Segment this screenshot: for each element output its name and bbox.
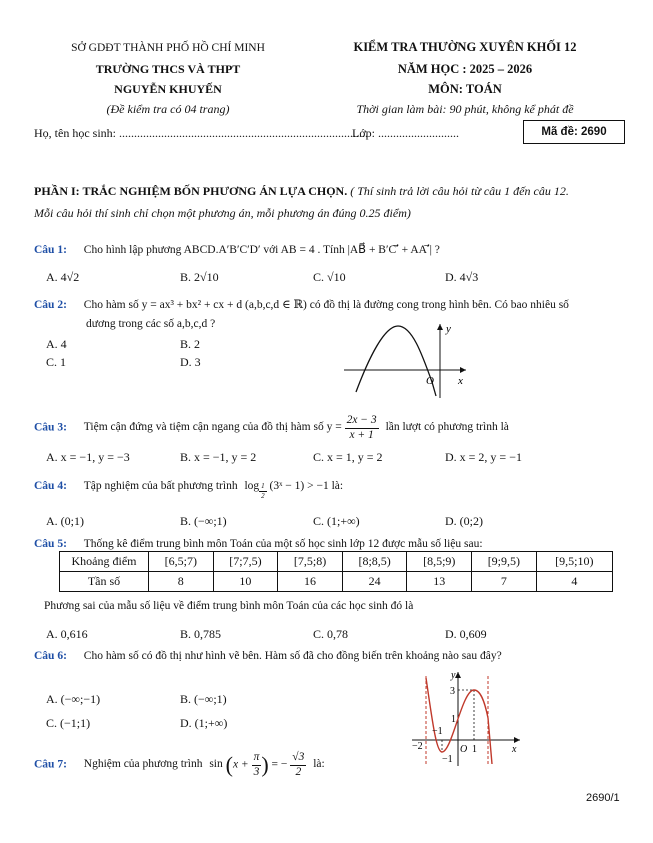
- q7-label: Câu 7:: [34, 758, 67, 771]
- exam-subject: MÔN: TOÁN: [428, 82, 502, 96]
- q6-text: Cho hàm số có đồ thị như hình vẽ bên. Hàm số đã cho đồng biến trên khoảng nào sau đây?: [83, 650, 502, 662]
- q2-line2: dương trong các số a,b,c,d ?: [86, 318, 216, 330]
- q3-text-after: lần lượt có phương trình là: [385, 421, 509, 434]
- q6-graph: [408, 668, 524, 768]
- header-school2: NGUYỄN KHUYẾN: [114, 82, 222, 96]
- q6-y-label: y: [451, 670, 456, 681]
- page-number: 2690/1: [586, 792, 620, 804]
- q3-text-before: Tiệm cận đứng và tiệm cận ngang của đồ thị hàm số y =: [83, 421, 342, 434]
- q5-frequency-table: [59, 551, 613, 592]
- q5-interval-3: [7,5;8): [278, 552, 343, 572]
- q5-interval-5: [8,5;9): [407, 552, 472, 572]
- q4-log-base-den: 2: [261, 492, 265, 500]
- q4-stem: [34, 480, 343, 500]
- q6-tick-x-neg1: −1: [432, 726, 443, 737]
- q3-frac-den: x + 1: [349, 428, 374, 441]
- q4-option-d[interactable]: D. (0;2): [445, 514, 483, 528]
- q3-option-b[interactable]: B. x = −1, y = 2: [180, 450, 257, 464]
- q2-y-arrow: [437, 324, 443, 330]
- q7-pi-fraction: [252, 752, 262, 778]
- q3-fraction: [345, 415, 379, 441]
- q5-interval-2: [7;7,5): [213, 552, 278, 572]
- q2-label: Câu 2:: [34, 299, 67, 311]
- q6-tick-x-1: 1: [472, 744, 477, 755]
- q5-label: Câu 5:: [34, 538, 67, 550]
- header-school1: TRƯỜNG THCS VÀ THPT: [95, 62, 241, 76]
- q6-tick-neg2: −2: [412, 741, 423, 752]
- q4-text-before: Tập nghiệm của bất phương trình: [83, 480, 238, 492]
- q7-sqrt-fraction: [290, 752, 306, 778]
- q4-log: log $\frac{1}{2}$: [244, 480, 265, 500]
- q6-option-a[interactable]: A. (−∞;−1): [46, 692, 101, 706]
- q4-option-c[interactable]: C. (1;+∞): [313, 514, 360, 528]
- q1-option-c[interactable]: C. √10: [313, 270, 346, 284]
- q6-y-arrow: [455, 672, 461, 678]
- exam-year: NĂM HỌC : 2025 – 2026: [397, 62, 533, 76]
- table-row: [60, 572, 613, 592]
- q4-log-base-num: 1: [261, 482, 265, 490]
- q2-curve: [356, 326, 436, 396]
- q5-freq-3: 16: [278, 572, 343, 592]
- q2-option-a[interactable]: A. 4: [46, 337, 67, 351]
- q6-origin-label: O: [460, 744, 468, 755]
- q5-freq-5: 13: [407, 572, 472, 592]
- q2-option-b[interactable]: B. 2: [180, 337, 201, 351]
- q5-option-b[interactable]: B. 0,785: [180, 627, 222, 641]
- q5-text: Thống kê điểm trung bình môn Toán của một số học sinh lớp 12 được mẫu số liệu sau:: [83, 538, 483, 550]
- q5-freq-6: 7: [472, 572, 537, 592]
- q2-x-label: x: [458, 375, 463, 387]
- q3-option-d[interactable]: D. x = 2, y = −1: [445, 450, 522, 464]
- q6-option-d[interactable]: D. (1;+∞): [180, 716, 228, 730]
- q7-text-before: Nghiệm của phương trình: [83, 758, 203, 771]
- q4-option-b[interactable]: B. (−∞;1): [180, 514, 227, 528]
- q1-option-a[interactable]: A. 4√2: [46, 270, 80, 284]
- q5-interval-1: [6,5;7): [149, 552, 214, 572]
- q7-stem: Câu 7: Nghiệm của phương trình sin (x + $\frac{\pi}{3}$ ) = − $\frac{√3}{2}$ là:: [34, 751, 325, 778]
- exam-time-note: Thời gian làm bài: 90 phút, không kể phát đề: [356, 102, 574, 116]
- q3-frac-num: 2x − 3: [345, 415, 379, 429]
- q1-option-b[interactable]: B. 2√10: [180, 270, 219, 284]
- q7-sin: sin: [209, 758, 223, 771]
- q3-label: Câu 3:: [34, 421, 67, 434]
- header-pages-note: (Đề kiểm tra có 04 trang): [106, 102, 230, 116]
- q6-label: Câu 6:: [34, 650, 67, 662]
- q6-curve: [426, 678, 492, 764]
- student-class-field: Lớp: ...........................: [352, 126, 460, 140]
- q2-y-label: y: [446, 323, 451, 335]
- exam-code: Mã đề: 2690: [541, 126, 607, 138]
- student-name-field: Họ, tên học sinh: ...................................................................................: [34, 126, 368, 140]
- q5-freq-2: 10: [213, 572, 278, 592]
- q2-stem: [34, 297, 569, 311]
- q4-option-a[interactable]: A. (0;1): [46, 514, 84, 528]
- q2-x-arrow: [460, 367, 466, 373]
- q5-option-a[interactable]: A. 0,616: [46, 627, 88, 641]
- q2-graph: [340, 320, 470, 400]
- q5-option-c[interactable]: C. 0,78: [313, 627, 349, 641]
- q7-sqrt-num: √3: [290, 752, 306, 766]
- q2-origin-label: O: [426, 375, 434, 387]
- q6-x-arrow: [514, 737, 520, 743]
- q6-option-c[interactable]: C. (−1;1): [46, 716, 91, 730]
- q6-stem: [34, 650, 502, 662]
- q4-label: Câu 4:: [34, 480, 67, 492]
- q2-line1: Cho hàm số y = ax³ + bx² + cx + d (a,b,c,d ∈ ℝ) có đồ thị là đường cong trong hình bên. Có bao nhiêu số: [83, 299, 569, 311]
- q2-option-d[interactable]: D. 3: [180, 355, 201, 369]
- q5-stem: [34, 538, 483, 550]
- q1-label: Câu 1:: [34, 244, 67, 256]
- q6-tick-3: 3: [450, 686, 455, 697]
- q1-option-d[interactable]: D. 4√3: [445, 270, 479, 284]
- q5-freq-1: 8: [149, 572, 214, 592]
- q6-tick-neg1-y: −1: [442, 754, 453, 765]
- q1-text: Cho hình lập phương ABCD.A′B′C′D′ với AB = 4 . Tính |AB⃗ + B′C′⃗ + AA′⃗| ?: [83, 244, 440, 256]
- q4-expr: (3ˣ − 1) > −1 là:: [269, 480, 344, 492]
- q5-row2-header: Tần số: [60, 572, 149, 592]
- q6-tick-1: 1: [451, 714, 456, 725]
- q5-interval-4: [8;8,5): [342, 552, 407, 572]
- exam-title: KIỂM TRA THƯỜNG XUYÊN KHỐI 12: [353, 40, 577, 54]
- q5-question: Phương sai của mẫu số liệu về điểm trung bình môn Toán của các học sinh đó là: [44, 600, 414, 612]
- exam-code-box: [523, 120, 625, 144]
- q1-stem: [34, 242, 440, 256]
- q3-stem: [34, 415, 509, 441]
- q2-option-c[interactable]: C. 1: [46, 355, 67, 369]
- q5-freq-4: 24: [342, 572, 407, 592]
- q3-option-c[interactable]: C. x = 1, y = 2: [313, 450, 383, 464]
- part1-instruction2: Mỗi câu hỏi thí sinh chỉ chọn một phương án, mỗi phương án đúng 0.25 điểm): [34, 206, 411, 220]
- q6-x-label: x: [512, 744, 517, 755]
- q5-interval-6: [9;9,5): [472, 552, 537, 572]
- part1-instruction1: ( Thí sinh trả lời câu hỏi từ câu 1 đến câu 12.: [350, 184, 569, 198]
- table-row: [60, 552, 613, 572]
- q7-pi-num: π: [252, 752, 262, 766]
- q7-sqrt-den: 2: [295, 765, 302, 778]
- q3-option-a[interactable]: A. x = −1, y = −3: [46, 450, 130, 464]
- header-dept: SỞ GDĐT THÀNH PHỐ HỒ CHÍ MINH: [71, 42, 265, 54]
- part1-title: PHẦN I: TRẮC NGHIỆM BỐN PHƯƠNG ÁN LỰA CHỌN.: [34, 184, 348, 198]
- q6-option-b[interactable]: B. (−∞;1): [180, 692, 227, 706]
- q5-option-d[interactable]: D. 0,609: [445, 627, 487, 641]
- q7-pi-den: 3: [253, 765, 260, 778]
- q7-text-after: là:: [313, 758, 325, 771]
- part1-header: [34, 184, 569, 199]
- q5-interval-7: [9,5;10): [536, 552, 612, 572]
- q5-row1-header: Khoảng điểm: [60, 552, 149, 572]
- q5-freq-7: 4: [536, 572, 612, 592]
